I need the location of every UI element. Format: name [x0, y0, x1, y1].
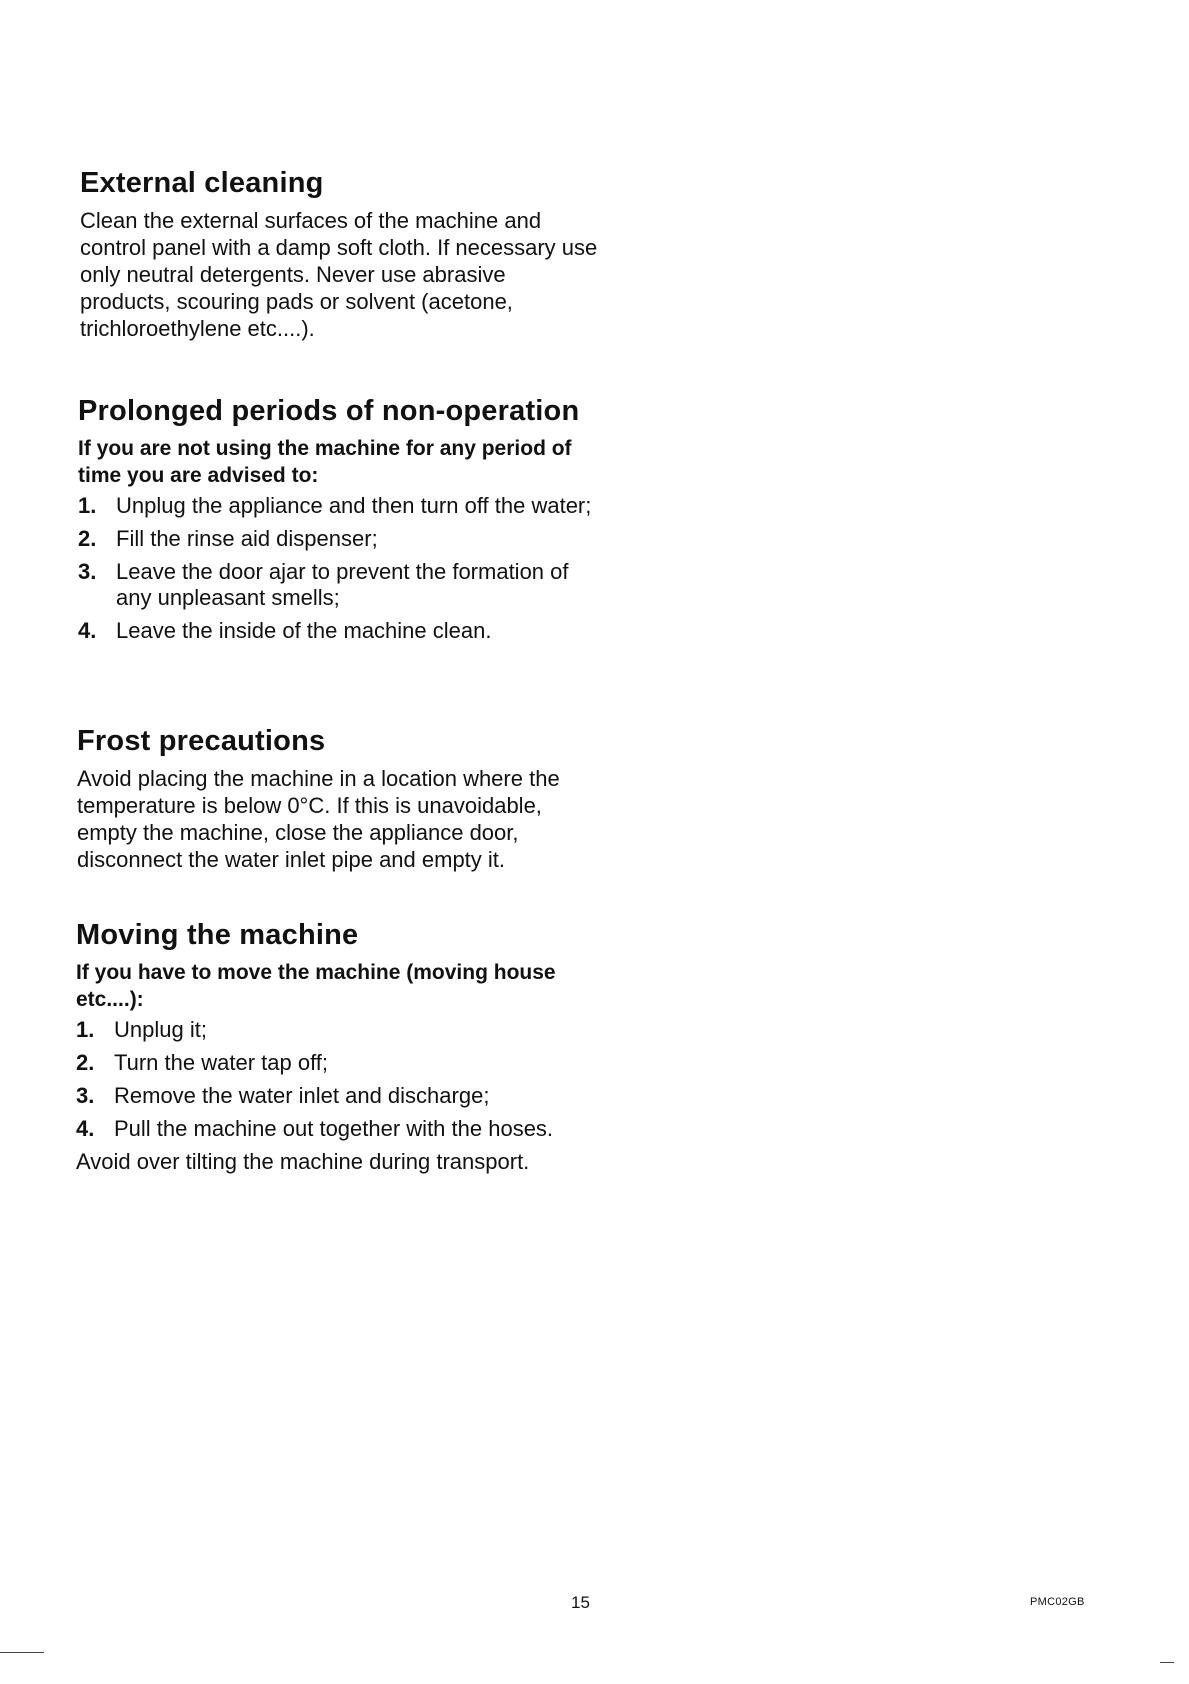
- section-prolonged-non-operation: [78, 393, 598, 651]
- list-item: [78, 559, 598, 611]
- step-text: Unplug the appliance and then turn off the water;: [116, 493, 592, 518]
- list-item: [76, 1116, 596, 1142]
- prolonged-steps-list: [78, 493, 598, 644]
- step-text: Leave the inside of the machine clean.: [116, 618, 492, 643]
- step-text: Turn the water tap off;: [114, 1050, 329, 1075]
- heading-external-cleaning: External cleaning: [80, 167, 324, 199]
- page-number: 15: [571, 1593, 590, 1612]
- step-number: 1.: [78, 493, 97, 518]
- step-text: Fill the rinse aid dispenser;: [116, 526, 378, 551]
- section-moving-machine: [76, 917, 596, 1175]
- step-number: 3.: [78, 559, 97, 584]
- step-number: 3.: [76, 1083, 95, 1108]
- scan-artifact-line: [0, 1652, 44, 1653]
- moving-steps-list: [76, 1017, 596, 1142]
- moving-closing-note: Avoid over tilting the machine during transport.: [76, 1149, 530, 1174]
- step-text: Pull the machine out together with the hoses.: [114, 1116, 554, 1141]
- heading-moving-machine: Moving the machine: [76, 919, 359, 951]
- frost-precautions-text: Avoid placing the machine in a location where the temperature is below 0°C. If this is unavoidable, empty the machine, close the appliance door, disconnect the water inlet pipe and empty it.: [77, 766, 560, 872]
- list-item: [78, 493, 598, 519]
- document-code: PMC02GB: [1030, 1596, 1085, 1608]
- moving-lead: If you have to move the machine (moving house etc....):: [76, 961, 556, 1011]
- list-item: [76, 1083, 596, 1109]
- scan-artifact-line: [1160, 1662, 1174, 1663]
- step-number: 4.: [78, 618, 97, 643]
- step-number: 4.: [76, 1116, 95, 1141]
- prolonged-lead: If you are not using the machine for any period of time you are advised to:: [78, 437, 572, 487]
- list-item: [76, 1050, 596, 1076]
- step-text: Remove the water inlet and discharge;: [114, 1083, 490, 1108]
- step-text: Leave the door ajar to prevent the formation of any unpleasant smells;: [116, 559, 569, 610]
- section-frost-precautions: [77, 723, 597, 873]
- section-external-cleaning: [80, 165, 600, 342]
- step-number: 2.: [78, 526, 97, 551]
- list-item: [78, 526, 598, 552]
- step-number: 1.: [76, 1017, 95, 1042]
- list-item: [78, 618, 598, 644]
- step-text: Unplug it;: [114, 1017, 207, 1042]
- external-cleaning-text: Clean the external surfaces of the machine and control panel with a damp soft cloth. If necessary use only neutral detergents. Never use abrasive products, scouring pads or solvent (acetone, trichloroethylene etc....).: [80, 208, 598, 341]
- heading-prolonged-non-operation: Prolonged periods of non-operation: [78, 395, 580, 427]
- step-number: 2.: [76, 1050, 95, 1075]
- heading-frost-precautions: Frost precautions: [77, 725, 326, 757]
- list-item: [76, 1017, 596, 1043]
